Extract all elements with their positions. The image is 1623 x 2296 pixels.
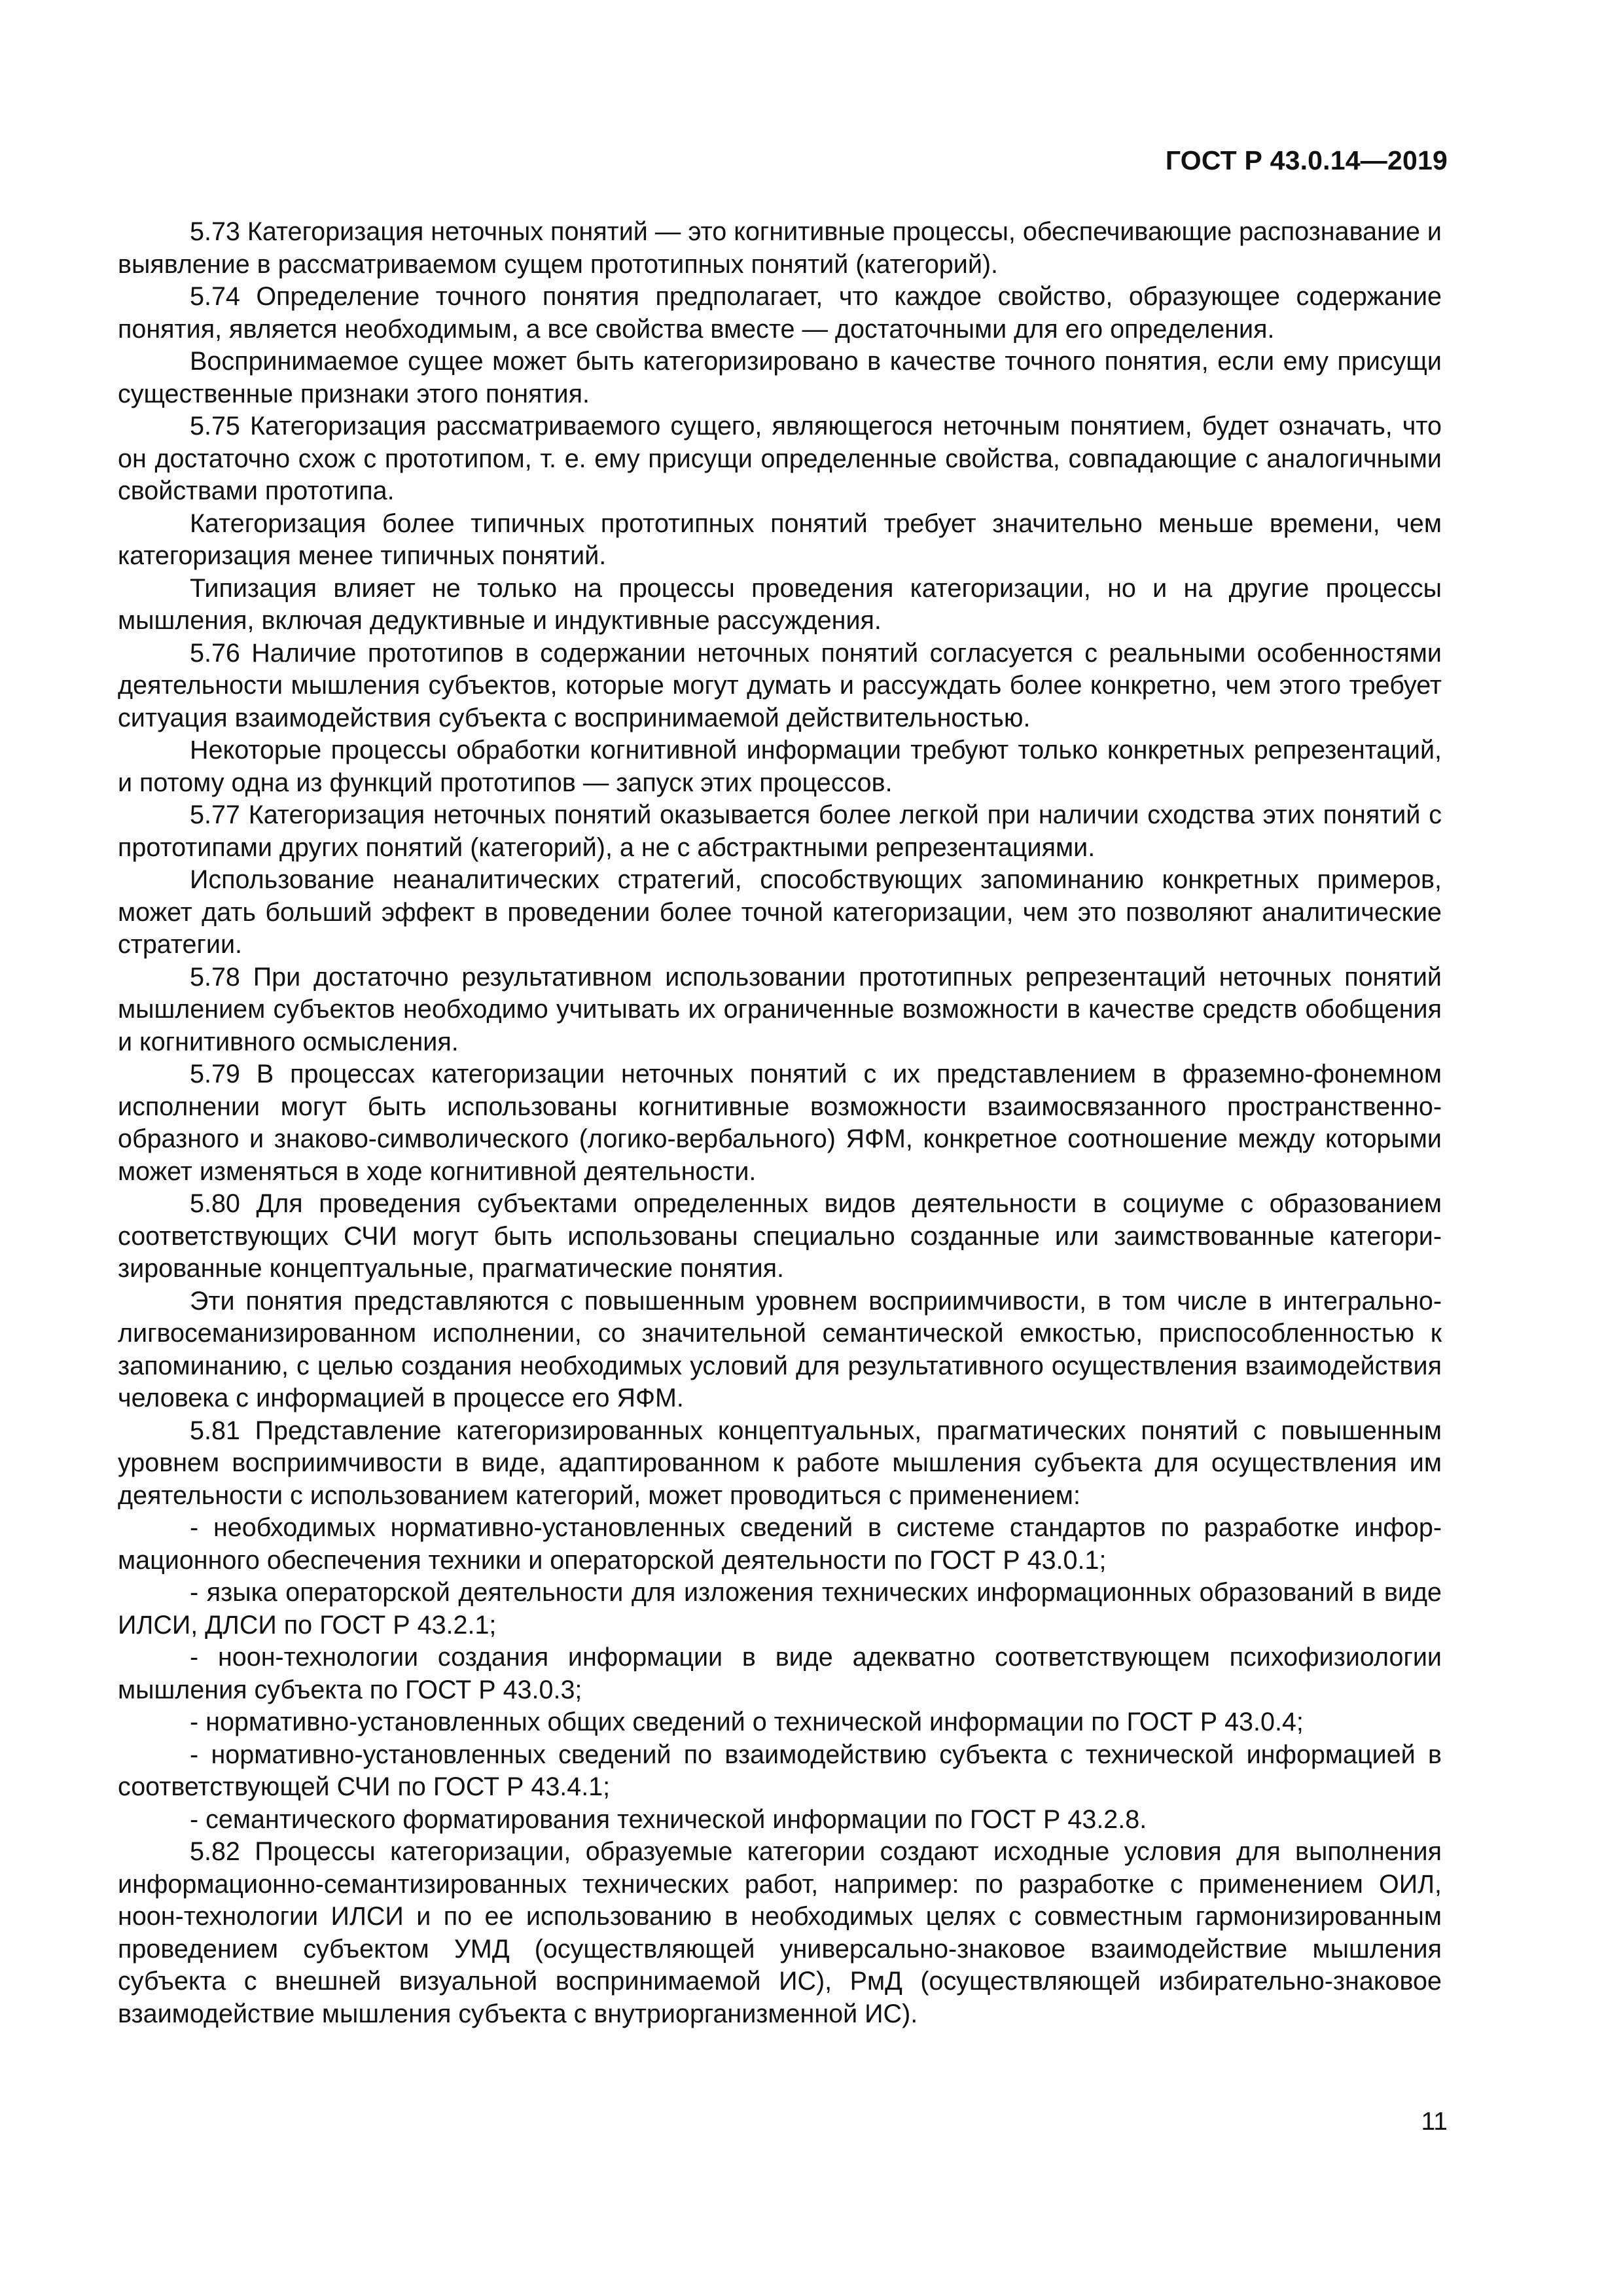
paragraph: Категоризация более типичных прототипных понятий требует значительно меньше времени, чем категоризация менее типичных понятий.: [118, 509, 1442, 570]
paragraph-5-80: 5.80 Для проведения субъектами определенных видов деятельности в социуме с образованием соответствующих СЧИ могут быть использованы специально созданные или заимствованные категоризированные концептуальные, прагматические понятия.: [118, 1189, 1442, 1283]
paragraph-5-82: 5.82 Процессы категоризации, образуемые категории создают исходные условия для выполнения информационно-семантизированных технических работ, например: по разработке с применением ОИЛ, ноон-технологии ИЛСИ и по ее использованию в необходимых целях с совместным гармонизированным проведением субъектом УМД (осуществляющей универсально-знаковое взаимодействие мышления субъекта с внешней визуальной воспринимаемой ИС), РмД (осуществляющей избирательно-знаковое взаимодействие мышления субъекта с внутриорганизменной ИС).: [118, 1837, 1442, 2028]
list-item: - необходимых нормативно-установленных сведений в системе стандартов по разработке информационного обеспечения техники и операторской деятельности по ГОСТ Р 43.0.1;: [118, 1513, 1442, 1575]
paragraph: Некоторые процессы обработки когнитивной информации требуют только конкретных репрезентаций, и потому одна из функций прототипов — запуск этих процессов.: [118, 736, 1442, 797]
paragraph: Использование неаналитических стратегий, способствующих запоминанию конкретных примеров, может дать больший эффект в проведении более точной категоризации, чем это позволяют аналитические стратегии.: [118, 865, 1442, 959]
paragraph-5-79: 5.79 В процессах категоризации неточных понятий с их представлением в фраземно-фонемном исполнении могут быть использованы когнитивные возможности взаимосвязанного пространственно-образного и знаково-символического (логико-вербального) ЯФМ, конкретное соотношение между которыми может изменяться в ходе когнитивной деятельности.: [118, 1060, 1442, 1186]
paragraph-5-73: 5.73 Категоризация неточных понятий — это когнитивные процессы, обеспечивающие распознавание и выявление в рассматриваемом сущем прототипных понятий (категорий).: [118, 217, 1442, 279]
paragraph-5-75: 5.75 Категоризация рассматриваемого сущего, являющегося неточным понятием, будет означать, что он достаточно схож с прототипом, т. е. ему присущи определенные свойства, совпадающие с аналогичными свойствами прототипа.: [118, 412, 1442, 505]
list-item: - семантического форматирования технической информации по ГОСТ Р 43.2.8.: [190, 1804, 1147, 1834]
paragraph-5-78: 5.78 При достаточно результативном использовании прототипных репрезентаций неточных понятий мышлением субъектов необходимо учитывать их ограниченные возможности в качестве средств обобщения и когнитивного осмысления.: [118, 962, 1442, 1056]
paragraph-5-74: 5.74 Определение точного понятия предполагает, что каждое свойство, образующее содержание понятия, является необходимым, а все свойства вместе — достаточными для его определения.: [118, 282, 1442, 344]
paragraph: Эти понятия представляются с повышенным уровнем восприимчивости, в том числе в интегрально-лигвосеманизированном исполнении, со значительной семантической емкостью, приспособленностью к запоминанию, с целью создания необходимых условий для результативного осуществления взаимодействия человека с информацией в процессе его ЯФМ.: [118, 1286, 1442, 1412]
paragraph-5-77: 5.77 Категоризация неточных понятий оказывается более легкой при наличии сходства этих понятий с прототипами других понятий (категорий), а не с абстрактными репрезентациями.: [118, 800, 1442, 862]
list-item: - ноон-технологии создания информации в виде адекватно соответствующем психофизиологии мышления субъекта по ГОСТ Р 43.0.3;: [118, 1643, 1442, 1704]
page-number: 11: [1421, 2108, 1448, 2136]
list-item: - языка операторской деятельности для изложения технических информационных образований в виде ИЛСИ, ДЛСИ по ГОСТ Р 43.2.1;: [118, 1578, 1442, 1640]
paragraph-5-76: 5.76 Наличие прототипов в содержании неточных понятий согласуется с реальными особенностями деятельности мышления субъектов, которые могут думать и рассуждать более конкретно, чем этого требует ситуация взаимодействия субъекта с воспринимаемой действительностью.: [118, 638, 1442, 732]
list-item: - нормативно-установленных сведений по взаимодействию субъекта с технической информацией в соответствующей СЧИ по ГОСТ Р 43.4.1;: [118, 1740, 1442, 1801]
list-item: - нормативно-установленных общих сведений о технической информации по ГОСТ Р 43.0.4;: [190, 1708, 1304, 1736]
paragraph: Типизация влияет не только на процессы проведения категоризации, но и на другие процессы мышления, включая дедуктивные и индуктивные рассуждения.: [118, 573, 1442, 635]
paragraph: Воспринимаемое сущее может быть категоризировано в качестве точного понятия, если ему присущи существенные признаки этого понятия.: [118, 347, 1442, 408]
page-header-standard-code: ГОСТ Р 43.0.14—2019: [1165, 145, 1448, 175]
document-body: [118, 216, 1442, 2030]
paragraph-5-81: 5.81 Представление категоризированных концептуальных, прагматических понятий с повышенным уровнем восприимчивости в виде, адаптированном к работе мышления субъекта для осуществления им деятельности с использованием категорий, может проводиться с применением:: [118, 1416, 1442, 1510]
